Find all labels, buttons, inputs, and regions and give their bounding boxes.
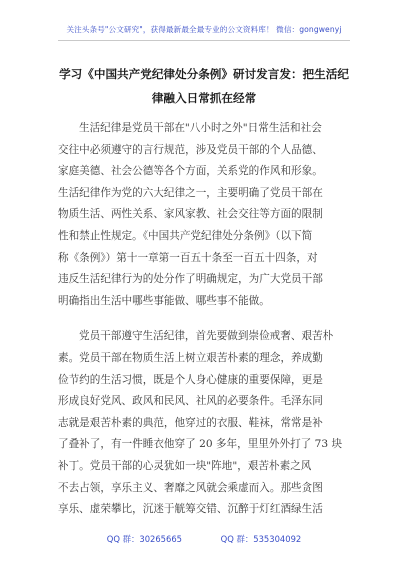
paragraph-line: 了叠补了，有一件睡衣他穿了 20 多年，里里外外打了 73 块 [58,438,343,451]
document-body [58,118,350,521]
paragraph-line: 补丁。党员干部的心灵犹如一块"阵地"，艰苦朴素之风 [58,459,312,472]
paragraph-line: 称《条例》）第十一章第一百五十条至一百五十四条，对 [58,251,318,264]
paragraph-line: 生活纪律作为党的六大纪律之一，主要明确了党员干部在 [58,186,323,199]
paragraph-line: 享乐、虚荣攀比，沉迷于觥筹交错、沉醉于灯红酒绿生活 [58,503,323,516]
document-title [58,62,350,110]
paragraph-line: 家庭美德、社会公德等各个方面，关系党的作风和形象。 [58,165,323,178]
footer-qq-group-1: QQ 群：30265665 [106,534,182,544]
paragraph-1 [58,118,350,312]
header-divider [58,40,350,41]
paragraph-line: 交往中必须遵守的言行规范，涉及党员干部的个人品德、 [58,143,323,156]
paragraph-2 [58,326,350,520]
footer [0,533,408,545]
paragraph-line: 形成良好党风、政风和民风、社风的必要条件。毛泽东同 [58,395,323,408]
paragraph-line: 俭节约的生活习惯，既是个人身心健康的重要保障，更是 [58,373,323,386]
paragraph-line: 明确指出生活中哪些事能做、哪些事不能做。 [58,294,270,307]
paragraph-line: 志就是艰苦朴素的典范，他穿过的衣服、鞋袜，常常是补 [58,416,323,429]
paragraph-line: 党员干部遵守生活纪律，首先要做到崇俭戒奢、艰苦朴 [79,330,334,343]
title-line-2: 律融入日常抓在经常 [151,91,257,105]
footer-qq-group-2: QQ 群：535304092 [220,534,302,544]
paragraph-line: 违反生活纪律行为的处分作了明确规定，为广大党员干部 [58,273,323,286]
paragraph-line: 生活纪律是党员干部在"八小时之外"日常生活和社会 [79,122,322,134]
paragraph-line: 性和禁止性规定。《中国共产党纪律处分条例》（以下简 [58,229,313,242]
paragraph-line: 素。党员干部在物质生活上树立艰苦朴素的理念，养成勤 [58,351,323,364]
paragraph-line: 物质生活、两性关系、家风家教、社会交往等方面的限制 [58,208,323,221]
title-line-1: 学习《中国共产党纪律处分条例》研讨发言发：把生活纪 [59,67,349,81]
header-note: 关注头条号"公文研究"，获得最新最全最专业的公文资料库！ 微信：gongwenyj [66,25,342,34]
paragraph-line: 不去占领，享乐主义、奢靡之风就会乘虚而入。那些贪图 [58,481,323,494]
paragraph-gap [58,312,350,326]
